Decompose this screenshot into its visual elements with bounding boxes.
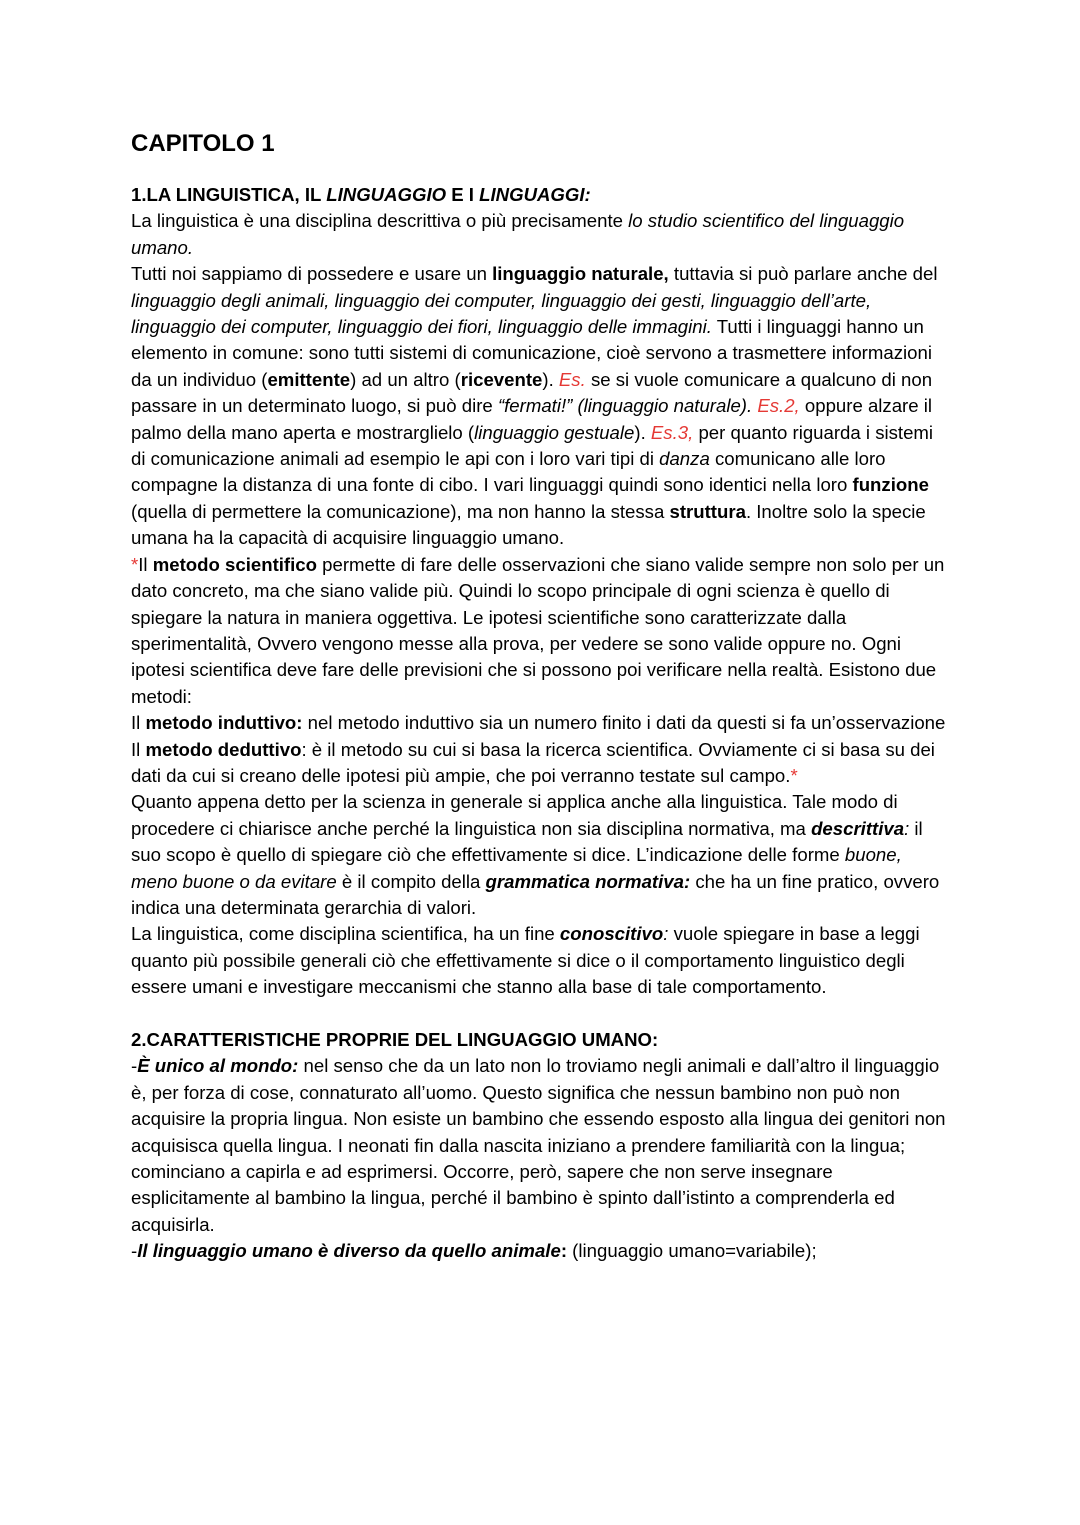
text: (quella di permettere la comunicazione), ma non hanno la stessa <box>131 500 670 522</box>
paragraph-metodo-induttivo <box>131 710 951 736</box>
example-marker: Es.3, <box>650 421 694 443</box>
section-1-title <box>131 182 951 208</box>
italic-text: linguaggio degli animali, linguaggio dei computer, linguaggio dei gesti, linguaggio dell’arte, linguaggio dei computer, linguaggio dei fiori, linguaggio delle immagini. <box>131 289 872 338</box>
text: Il <box>131 712 146 734</box>
text: comunicano alle loro compagne la distanza di una fonte di cibo. I vari linguaggi quindi sono identici nella loro <box>131 448 886 496</box>
example-marker: Es. <box>558 368 586 390</box>
text: : è il metodo su cui si basa la ricerca scientifica. Ovviamente ci si basa su dei dati da cui si creano delle ipotesi più ampie, che poi verranno testate sul campo. <box>131 738 935 786</box>
chapter-title: CAPITOLO 1 <box>131 130 275 157</box>
bold-text: : <box>560 1240 568 1262</box>
italic-text: : <box>904 817 910 839</box>
bold-italic-text: È unico al mondo: <box>137 1055 299 1077</box>
text: se si vuole comunicare a qualcuno di non passare in un determinato luogo, si può dire <box>131 368 933 417</box>
paragraph-metodo-scientifico <box>131 552 951 710</box>
bold-text: struttura <box>669 500 746 522</box>
text: Quanto appena detto per la scienza in generale si applica anche alla linguistica. Tale modo di procedere ci chiarisce anche perché la linguistica non sia disciplina normativa, ma <box>131 791 898 839</box>
paragraph-definition <box>131 208 951 261</box>
bold-text: ricevente <box>460 368 543 390</box>
italic-text: : <box>663 923 669 945</box>
section-1-title-linguaggi: LINGUAGGI: <box>479 184 591 205</box>
asterisk-marker: * <box>131 553 139 575</box>
paragraph-descrittiva <box>131 789 951 921</box>
text: Il <box>138 553 153 575</box>
bold-text: linguaggio naturale, <box>492 263 669 285</box>
bold-text: funzione <box>852 474 929 496</box>
text: è il compito della <box>336 870 486 892</box>
text: ). <box>634 421 651 443</box>
spacer <box>131 1001 951 1027</box>
text: . Inoltre solo la specie umana ha la capacità di acquisire linguaggio umano. <box>131 500 926 549</box>
paragraph-unico-al-mondo <box>131 1053 951 1238</box>
text: tuttavia si può parlare anche del <box>668 263 938 285</box>
text: nel metodo induttivo sia un numero finito i dati da questi si fa un’osservazione <box>302 712 946 734</box>
text: La linguistica, come disciplina scientifica, ha un fine <box>131 923 560 945</box>
text: per quanto riguarda i sistemi di comunicazione animali ad esempio le api con i loro vari tipi di <box>131 421 934 470</box>
text: Il <box>131 738 146 760</box>
bold-italic-text: conoscitivo <box>559 923 664 945</box>
text: oppure alzare il palmo della mano aperta e mostrarglielo ( <box>131 395 933 443</box>
bold-italic-text: grammatica normativa: <box>485 870 691 892</box>
bold-italic-text: Il linguaggio umano è diverso da quello animale <box>137 1240 561 1262</box>
bold-italic-text: descrittiva <box>811 817 905 839</box>
text: il suo scopo è quello di spiegare ciò che effettivamente si dice. L’indicazione delle forme <box>131 817 923 866</box>
bold-text: metodo deduttivo <box>145 738 302 760</box>
text: nel senso che da un lato non lo troviamo negli animali e dall’altro il linguaggio è, per forza di cose, connaturato all’uomo. Questo significa che nessun bambino non può non acquisire la propria lingua. Non esiste un bambino che essendo esposto alla lingua dei genitori non acquisisca quella lingua. I neonati fin dalla nascita iniziano a prendere familiarità con la lingua; cominciano a capirla e ad esprimersi. Occorre, però, sapere che non serve insegnare esplicitamente al bambino la lingua, perché il bambino è spinto dall’istinto a comprenderla ed acquisirla. <box>131 1055 946 1235</box>
paragraph-diverso-animale <box>131 1238 951 1264</box>
text: Tutti i linguaggi hanno un elemento in comune: sono tutti sistemi di comunicazione, cioè servono a trasmettere informazioni da un individuo ( <box>131 316 932 390</box>
paragraph-linguaggi <box>131 261 951 551</box>
section-2-title: 2.CARATTERISTICHE PROPRIE DEL LINGUAGGIO UMANO: <box>131 1028 659 1050</box>
example-marker: Es.2, <box>757 395 800 417</box>
text: ). <box>542 368 559 390</box>
text: - <box>131 1240 138 1262</box>
text: che ha un fine pratico, ovvero indica una determinata gerarchia di valori. <box>131 870 940 918</box>
text: ) ad un altro ( <box>350 368 461 390</box>
document-page <box>131 128 951 1265</box>
italic-text: “fermati!” (linguaggio naturale). <box>497 395 753 417</box>
text: permette di fare delle osservazioni che siano valide sempre non solo per un dato concreto, ma che siano valide più. Quindi lo scopo principale di ogni scienza è quello di spiegare la natura in maniera oggettiva. Le ipotesi scientifiche sono caratterizzate dalla sperimentalità, Ovvero vengono messe alla prova, per vedere se sono valide oppure no. Ogni ipotesi scientifica deve fare delle previsioni che si possono poi verificare nella realtà. Esistono due metodi: <box>131 553 945 707</box>
italic-text: buone, meno buone o da evitare <box>131 844 902 892</box>
text: (linguaggio umano=variabile); <box>567 1240 817 1262</box>
italic-text: lo studio scientifico del linguaggio umano. <box>131 210 905 258</box>
text: vuole spiegare in base a leggi quanto più possibile generali ciò che effettivamente si dice o il comportamento linguistico degli essere umani e investigare meccanismi che stanno alla base di tale comportamento. <box>131 923 920 998</box>
section-1-title-prefix: 1.LA LINGUISTICA, IL <box>131 184 327 205</box>
section-1-title-mid: E I <box>446 184 480 205</box>
bold-text: metodo induttivo: <box>145 712 303 734</box>
asterisk-marker: * <box>790 764 798 786</box>
bold-text: metodo scientifico <box>152 553 317 575</box>
paragraph-metodo-deduttivo <box>131 737 951 790</box>
paragraph-conoscitivo <box>131 921 951 1000</box>
italic-text: danza <box>659 448 710 470</box>
text: La linguistica è una disciplina descrittiva o più precisamente <box>131 210 629 232</box>
section-1-title-linguaggio: LINGUAGGIO <box>326 184 447 205</box>
bold-text: emittente <box>267 368 351 390</box>
italic-text: linguaggio gestuale <box>474 421 635 443</box>
text: Tutti noi sappiamo di possedere e usare un <box>131 263 493 285</box>
text: - <box>131 1055 138 1077</box>
